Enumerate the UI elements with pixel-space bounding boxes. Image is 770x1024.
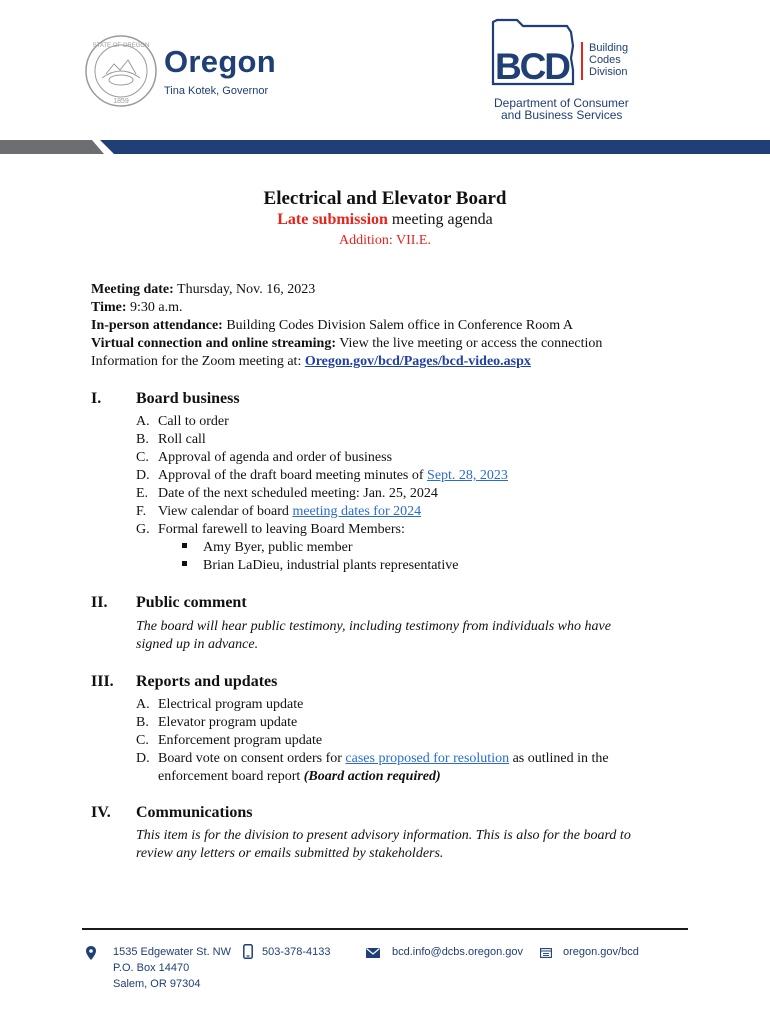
meeting-date bbox=[91, 282, 315, 298]
addition-note: Addition: VII.E. bbox=[339, 233, 431, 248]
agenda-item bbox=[136, 697, 303, 713]
oregon-wordmark: Oregon bbox=[164, 44, 277, 79]
meeting-date-value: Thursday, Nov. 16, 2023 bbox=[173, 282, 316, 297]
zoom-text: Information for the Zoom meeting at: bbox=[91, 354, 305, 369]
section-1-title: Board business bbox=[136, 390, 240, 407]
item-text: Elevator program update bbox=[158, 715, 298, 730]
phone-icon bbox=[243, 944, 253, 959]
item-letter: F. bbox=[136, 504, 147, 519]
svg-text:BCD: BCD bbox=[495, 46, 571, 87]
web-icon bbox=[540, 948, 552, 958]
late-submission-label: Late submission bbox=[277, 211, 388, 228]
svg-text:Division: Division bbox=[589, 66, 628, 78]
bullet-text: Amy Byer, public member bbox=[203, 540, 353, 555]
item-letter: B. bbox=[136, 715, 149, 730]
section-2-description-cont: signed up in advance. bbox=[136, 637, 259, 652]
inperson-attendance bbox=[91, 318, 573, 334]
footer-address-line-3: Salem, OR 97304 bbox=[113, 978, 201, 990]
item-letter: C. bbox=[136, 450, 149, 465]
bullet-icon bbox=[182, 561, 187, 566]
department-line-1: Department of Consumer bbox=[494, 96, 629, 110]
inperson-label: In-person attendance: bbox=[91, 318, 223, 333]
agenda-item bbox=[136, 751, 609, 767]
agenda-item bbox=[136, 414, 229, 430]
section-2-number: II. bbox=[91, 594, 108, 611]
section-1-number: I. bbox=[91, 390, 102, 407]
bullet-text: Brian LaDieu, industrial plants representative bbox=[203, 558, 459, 573]
meeting-time-value: 9:30 a.m. bbox=[126, 300, 183, 315]
section-2-description: The board will hear public testimony, including testimony from individuals who have bbox=[136, 619, 611, 634]
inperson-value: Building Codes Division Salem office in Conference Room A bbox=[222, 318, 573, 333]
virtual-label: Virtual connection and online streaming: bbox=[91, 336, 337, 351]
board-title: Electrical and Elevator Board bbox=[263, 188, 507, 209]
meeting-time bbox=[91, 300, 183, 316]
section-4-description: This item is for the division to present advisory information. This is also for the board to bbox=[136, 828, 631, 843]
item-letter: D. bbox=[136, 751, 150, 766]
svg-text:Codes: Codes bbox=[589, 54, 621, 66]
item-text: View calendar of board bbox=[158, 504, 293, 519]
location-pin-icon bbox=[86, 946, 96, 960]
meeting-dates-link[interactable]: meeting dates for 2024 bbox=[292, 504, 422, 519]
item-text: Electrical program update bbox=[158, 697, 304, 712]
footer-email[interactable]: bcd.info@dcbs.oregon.gov bbox=[392, 946, 524, 958]
item-letter: C. bbox=[136, 733, 149, 748]
item-text: enforcement board report bbox=[158, 769, 304, 784]
zoom-link[interactable]: Oregon.gov/bcd/Pages/bcd-video.aspx bbox=[304, 354, 531, 369]
section-4-number: IV. bbox=[91, 804, 111, 821]
bcd-logo bbox=[487, 18, 637, 88]
header-banner bbox=[0, 137, 770, 154]
item-text: Roll call bbox=[158, 432, 206, 447]
meeting-time-label: Time: bbox=[91, 300, 127, 315]
item-letter: B. bbox=[136, 432, 149, 447]
agenda-item bbox=[136, 715, 297, 731]
footer-address-line-1: 1535 Edgewater St. NW bbox=[113, 946, 232, 958]
section-3-title: Reports and updates bbox=[136, 673, 278, 690]
list-item bbox=[182, 558, 458, 574]
minutes-link[interactable]: Sept. 28, 2023 bbox=[427, 468, 508, 483]
virtual-value: View the live meeting or access the connection bbox=[336, 336, 603, 351]
item-letter: E. bbox=[136, 486, 149, 501]
list-item bbox=[182, 540, 353, 556]
footer-divider bbox=[82, 928, 688, 930]
agenda-item bbox=[136, 504, 421, 520]
cases-link[interactable]: cases proposed for resolution bbox=[345, 751, 510, 766]
department-line-2: and Business Services bbox=[501, 108, 623, 122]
section-2-title: Public comment bbox=[136, 594, 247, 611]
item-text: Formal farewell to leaving Board Members: bbox=[158, 522, 405, 537]
svg-text:1859: 1859 bbox=[113, 98, 129, 105]
governor-name: Tina Kotek, Governor bbox=[164, 85, 269, 97]
agenda-item bbox=[136, 468, 508, 484]
agenda-item bbox=[136, 733, 322, 749]
agenda-subtitle bbox=[0, 211, 770, 229]
section-4-description-cont: review any letters or emails submitted by stakeholders. bbox=[136, 846, 444, 861]
email-icon bbox=[366, 948, 380, 958]
item-text: Approval of agenda and order of business bbox=[158, 450, 393, 465]
oregon-state-seal bbox=[84, 34, 158, 108]
item-text: Approval of the draft board meeting minutes of bbox=[158, 468, 428, 483]
svg-text:STATE OF OREGON: STATE OF OREGON bbox=[92, 43, 150, 49]
agenda-item-continuation bbox=[158, 769, 441, 785]
item-text: Enforcement program update bbox=[158, 733, 323, 748]
item-text: Board vote on consent orders for bbox=[158, 751, 346, 766]
agenda-item bbox=[136, 432, 206, 448]
bullet-icon bbox=[182, 543, 187, 548]
agenda-item bbox=[136, 522, 405, 538]
zoom-info bbox=[91, 354, 531, 370]
section-4-title: Communications bbox=[136, 804, 253, 821]
virtual-connection bbox=[91, 336, 602, 352]
meeting-date-label: Meeting date: bbox=[91, 282, 174, 297]
item-text: Date of the next scheduled meeting: Jan. 25, 2024 bbox=[158, 486, 438, 501]
board-action-note: (Board action required) bbox=[303, 769, 441, 784]
svg-text:Building: Building bbox=[589, 42, 629, 54]
item-text: Call to order bbox=[158, 414, 229, 429]
footer-website[interactable]: oregon.gov/bcd bbox=[563, 946, 639, 958]
agenda-item bbox=[136, 486, 438, 502]
item-letter: A. bbox=[136, 697, 150, 712]
item-letter: G. bbox=[136, 522, 150, 537]
footer-phone: 503-378-4133 bbox=[262, 946, 331, 958]
footer-address-line-2: P.O. Box 14470 bbox=[113, 962, 190, 974]
agenda-item bbox=[136, 450, 392, 466]
item-text-after: as outlined in the bbox=[509, 751, 609, 766]
item-letter: A. bbox=[136, 414, 150, 429]
item-letter: D. bbox=[136, 468, 150, 483]
meeting-agenda-label: meeting agenda bbox=[387, 211, 493, 228]
section-3-number: III. bbox=[91, 673, 114, 690]
